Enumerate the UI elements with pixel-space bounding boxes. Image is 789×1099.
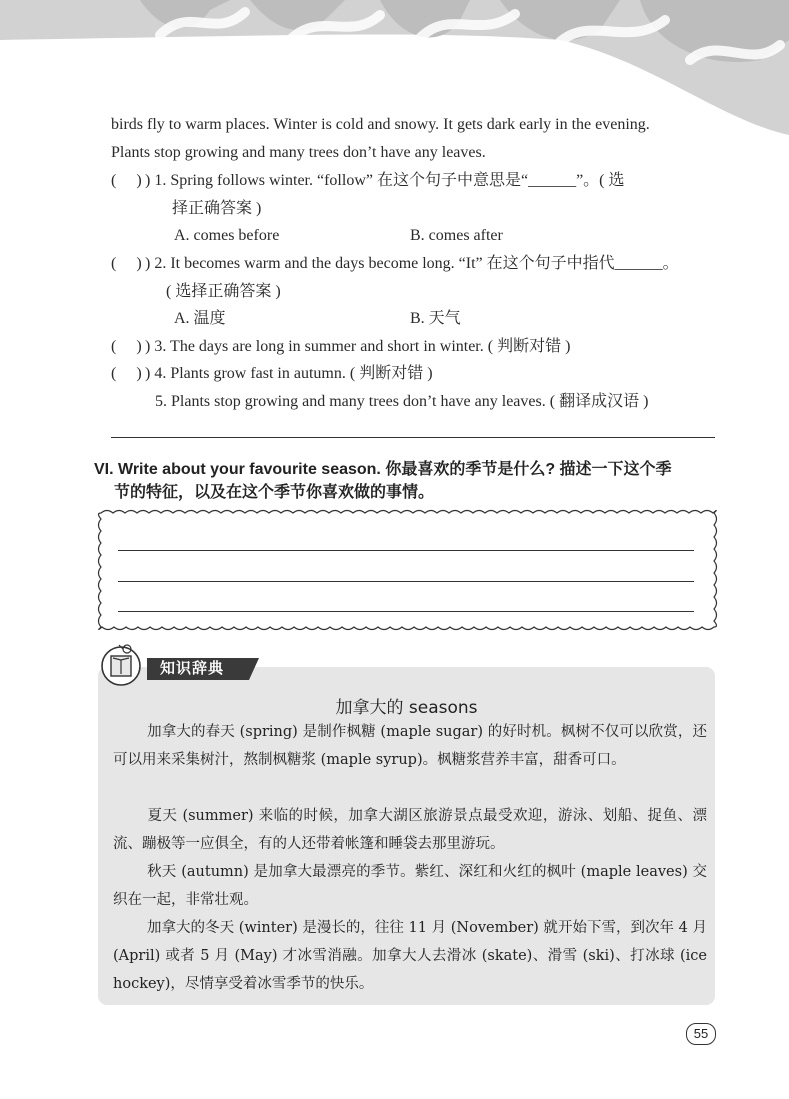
question-2-option-b[interactable]: B. 天气 bbox=[410, 310, 461, 327]
section-6-heading bbox=[94, 458, 734, 504]
answer-parenthesis[interactable]: ( ) bbox=[111, 255, 142, 272]
page-number: 55 bbox=[686, 1023, 716, 1045]
section-6-heading-line: VI. Write about your favourite season. 你最喜欢的季节是什么? 描述一下这个季 bbox=[94, 461, 672, 478]
question-4: ) 4. Plants grow fast in autumn. ( 判断对错 ) bbox=[145, 365, 433, 382]
question-2-instruction: ( 选择正确答案 ) bbox=[166, 283, 281, 300]
writing-line[interactable] bbox=[118, 581, 694, 582]
answer-parenthesis[interactable]: ( ) bbox=[111, 365, 142, 382]
knowledge-paragraph: 加拿大的冬天 (winter) 是漫长的，往往 11 月 (November) 就开始下雪，到次年 4 月 (April) 或者 5 月 (May) 才冰雪消融。加拿大人去滑冰 (skate)、滑雪 (ski)、打冰球 (ice hockey)，尽情享受着冰雪季节的快乐。 bbox=[113, 920, 707, 992]
book-icon bbox=[102, 645, 140, 685]
question-1-option-a[interactable]: A. comes before bbox=[174, 227, 280, 244]
question-3: ) 3. The days are long in summer and short in winter. ( 判断对错 ) bbox=[145, 338, 571, 355]
writing-line[interactable] bbox=[118, 550, 694, 551]
knowledge-paragraph: 秋天 (autumn) 是加拿大最漂亮的季节。紫红、深红和火红的枫叶 (maple leaves) 交织在一起，非常壮观。 bbox=[113, 864, 707, 908]
knowledge-paragraph: 加拿大的春天 (spring) 是制作枫糖 (maple sugar) 的好时机。枫树不仅可以欣赏，还可以用来采集树汁，熬制枫糖浆 (maple syrup)。枫糖浆营养丰富，甜香可口。 bbox=[113, 724, 707, 768]
question-2: ) 2. It becomes warm and the days become long. “It” 在这个句子中指代______。 bbox=[145, 255, 679, 272]
question-2-option-a[interactable]: A. 温度 bbox=[174, 310, 226, 327]
question-1-instruction: 择正确答案 ) bbox=[172, 200, 262, 217]
writing-box-frame bbox=[95, 507, 720, 633]
knowledge-title: 加拿大的 seasons bbox=[335, 698, 478, 718]
question-1-option-b[interactable]: B. comes after bbox=[410, 227, 503, 244]
translation-answer-line[interactable] bbox=[111, 437, 715, 438]
section-6-heading-line: 节的特征，以及在这个季节你喜欢做的事情。 bbox=[114, 484, 435, 501]
answer-parenthesis[interactable]: ( ) bbox=[111, 338, 142, 355]
passage-line: Plants stop growing and many trees don’t have any leaves. bbox=[111, 144, 486, 161]
question-1: ) 1. Spring follows winter. “follow” 在这个句子中意思是“______”。( 选 bbox=[145, 172, 625, 189]
knowledge-paragraph: 夏天 (summer) 来临的时候，加拿大湖区旅游景点最受欢迎，游泳、划船、捉鱼、漂流、蹦极等一应俱全，有的人还带着帐篷和睡袋去那里游玩。 bbox=[113, 808, 707, 852]
answer-parenthesis[interactable]: ( ) bbox=[111, 172, 142, 189]
passage-line: birds fly to warm places. Winter is cold and snowy. It gets dark early in the evening. bbox=[111, 116, 650, 133]
writing-line[interactable] bbox=[118, 611, 694, 612]
question-5: 5. Plants stop growing and many trees don’t have any leaves. ( 翻译成汉语 ) bbox=[155, 393, 649, 410]
knowledge-badge-label: 知识辞典 bbox=[160, 659, 225, 677]
